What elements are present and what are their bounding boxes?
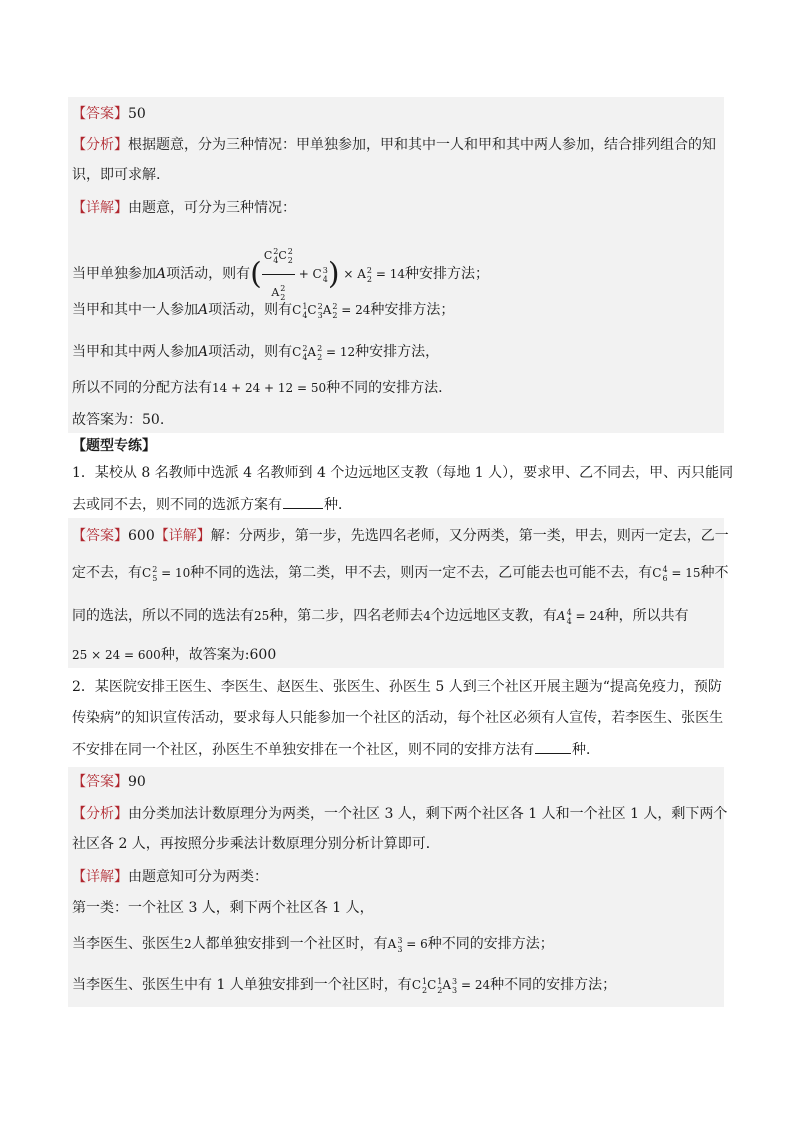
detail-line (72, 198, 296, 218)
q1-d3-eq: = 24 (575, 609, 605, 623)
q1-d3-n: 25 (254, 609, 270, 623)
q1-d4-expr: 25 × 24 = 600 (72, 648, 161, 662)
case2-text-c: 种安排方法； (370, 302, 455, 318)
q1-stem-end: 种． (324, 497, 352, 513)
q1-d2-b: 种不同的选法，第二类，甲不去，则丙一定不去，乙可能去也可能不去，有 (190, 565, 653, 581)
q1-detail-line4 (72, 645, 276, 665)
case3-text-a: 当甲和其中两人参加 (72, 344, 198, 360)
sum-line (72, 378, 443, 398)
q2-detail-intro: 由题意知可分为两类： (128, 869, 268, 885)
q1-d2-c: 种不 (700, 565, 729, 581)
answer-tag: 【答案】 (72, 106, 128, 122)
final-answer: 故答案为：50. (72, 412, 165, 428)
q1-d2-eq2: = 15 (671, 566, 701, 580)
q2-stem-end: 种． (572, 742, 600, 758)
q2-stem-text: 不安排在同一个社区，孙医生不单独安排在一个社区，则不同的安排方法有 (72, 742, 534, 758)
case3-text-c: 种安排方法， (355, 344, 440, 360)
q2-c3-b: 种不同的安排方法； (490, 977, 617, 993)
q2-detail-line (72, 867, 268, 887)
case2-text-a: 当甲和其中一人参加 (72, 302, 198, 318)
case2-var: A (198, 302, 209, 318)
q2-case2-line (72, 934, 554, 954)
q1-answer-blank (283, 494, 323, 509)
q1-detail-line3 (72, 606, 689, 626)
q2-c2-a: 当李医生、张医生 (72, 936, 184, 952)
q1-answer-line (72, 526, 729, 546)
q1-detail-tag: 【详解】 (154, 528, 211, 544)
q2-stem-line1: 2．某医院安排王医生、李医生、赵医生、张医生、孙医生 5 人到三个社区开展主题为“提高免疫力，预防 (72, 679, 722, 695)
q1-d3-n2: 4 (423, 609, 431, 623)
q2-answer-value: 90 (128, 774, 146, 790)
q2-analysis-line (72, 804, 727, 824)
detail-intro: 由题意，可分为三种情况： (128, 200, 296, 216)
q1-d2-formula2: C4 6 (652, 564, 668, 583)
q1-stem-line2 (72, 494, 352, 515)
q1-d3-a: 同的选法，所以不同的选法有 (72, 608, 254, 624)
q1-detail-line2 (72, 563, 729, 583)
case3-line (72, 342, 439, 362)
case1-text-b: 项活动，则有 (166, 266, 251, 282)
analysis-text-2: 识，即可求解. (72, 167, 161, 183)
sum-expr: 14 + 24 + 12 = 50 (212, 381, 327, 395)
q2-answer-tag: 【答案】 (72, 774, 128, 790)
q2-c2-b: 人都单独安排到一个社区时，有 (191, 936, 388, 952)
final-answer-line (72, 410, 164, 430)
case3-result: = 12 (326, 345, 356, 359)
q1-stem-text: 去或同不去，则不同的选派方案有 (72, 497, 282, 513)
q2-c2-n: 2 (184, 937, 192, 951)
answer-line (72, 104, 146, 124)
q1-d3-d: 种，所以共有 (604, 608, 689, 624)
q2-c2-formula: A3 3 (387, 935, 403, 954)
q2-case3-line (72, 975, 616, 995)
section-title: 【题型专练】 (72, 438, 156, 454)
sum-text-a: 所以不同的分配方法有 (72, 380, 212, 396)
q2-c3-formula: C1 2C1 2A3 3 (411, 976, 458, 995)
q2-c2-eq: = 6 (406, 937, 428, 951)
detail-tag: 【详解】 (72, 200, 128, 216)
q2-detail-tag: 【详解】 (72, 869, 128, 885)
analysis-line-2 (72, 165, 160, 185)
q2-c3-a: 当李医生、张医生中有 1 人单独安排到一个社区时，有 (72, 977, 412, 993)
case3-var: A (198, 344, 209, 360)
case2-formula: C1 4C2 3A2 2 (292, 301, 338, 320)
q2-c3-eq: = 24 (460, 978, 491, 992)
q1-d2-formula1: C2 5 (142, 564, 158, 583)
case2-line (72, 300, 454, 320)
analysis-text: 根据题意，分为三种情况：甲单独参加，甲和其中一人和甲和其中两人参加，结合排列组合的知 (128, 137, 716, 153)
case2-text-b: 项活动，则有 (208, 302, 293, 318)
analysis-line (72, 135, 716, 155)
q2-stem-line2: 传染病”的知识宣传活动，要求每人只能参加一个社区的活动，每个社区必须有人宣传，若李医生、张医生 (72, 710, 724, 726)
q1-d3-b: 种，第二步，四名老师去 (269, 608, 424, 624)
case3-formula: C2 4A2 2 (292, 343, 323, 362)
case1-result: = 14 (375, 267, 405, 281)
q2-case1-line: 第一类：一个社区 3 人，剩下两个社区各 1 人， (72, 900, 374, 916)
q2-analysis-1: 由分类加法计数原理分为两类，一个社区 3 人，剩下两个社区各 1 人和一个社区 1 人，剩下两个 (128, 806, 728, 822)
q1-d3-c: 个边远地区支教，有 (430, 608, 557, 624)
q1-d3-formula: A4 4 (556, 607, 572, 626)
q2-stem-line3 (72, 739, 600, 760)
sum-text-b: 种不同的安排方法. (326, 380, 443, 396)
case1-text-c: 种安排方法； (404, 266, 489, 282)
answer-value: 50 (128, 106, 146, 122)
case2-result: = 24 (341, 303, 371, 317)
case3-text-b: 项活动，则有 (208, 344, 293, 360)
q1-d2-eq1: = 10 (161, 566, 191, 580)
q1-d2-a: 定不去，有 (72, 565, 142, 581)
q2-analysis-line2: 社区各 2 人，再按照分步乘法计数原理分别分析计算即可． (72, 836, 440, 852)
analysis-tag: 【分析】 (72, 137, 128, 153)
q2-c2-c: 种不同的安排方法； (427, 936, 554, 952)
q1-stem-line1: 1．某校从 8 名教师中选派 4 名教师到 4 个边远地区支教（每地 1 人），要求甲、乙不同去，甲、丙只能同 (72, 465, 734, 481)
case1-var: A (156, 266, 167, 282)
q1-answer-tag: 【答案】 (72, 528, 128, 544)
q1-d4-b: 种，故答案为:600 (160, 647, 277, 663)
answer-block-shade-q2 (68, 767, 724, 1007)
case1-formula: ( C2 4C2 2 A2 2 + C3 4) × A2 2 (250, 267, 376, 281)
q2-analysis-tag: 【分析】 (72, 806, 128, 822)
q1-answer-value: 600 (128, 528, 155, 544)
case1-text-a: 当甲单独参加 (72, 266, 156, 282)
q2-answer-blank (535, 739, 571, 754)
q1-detail-1: 解：分两步，第一步，先选四名老师，又分两类，第一类，甲去，则丙一定去，乙一 (210, 528, 729, 544)
q2-answer-line (72, 772, 146, 792)
